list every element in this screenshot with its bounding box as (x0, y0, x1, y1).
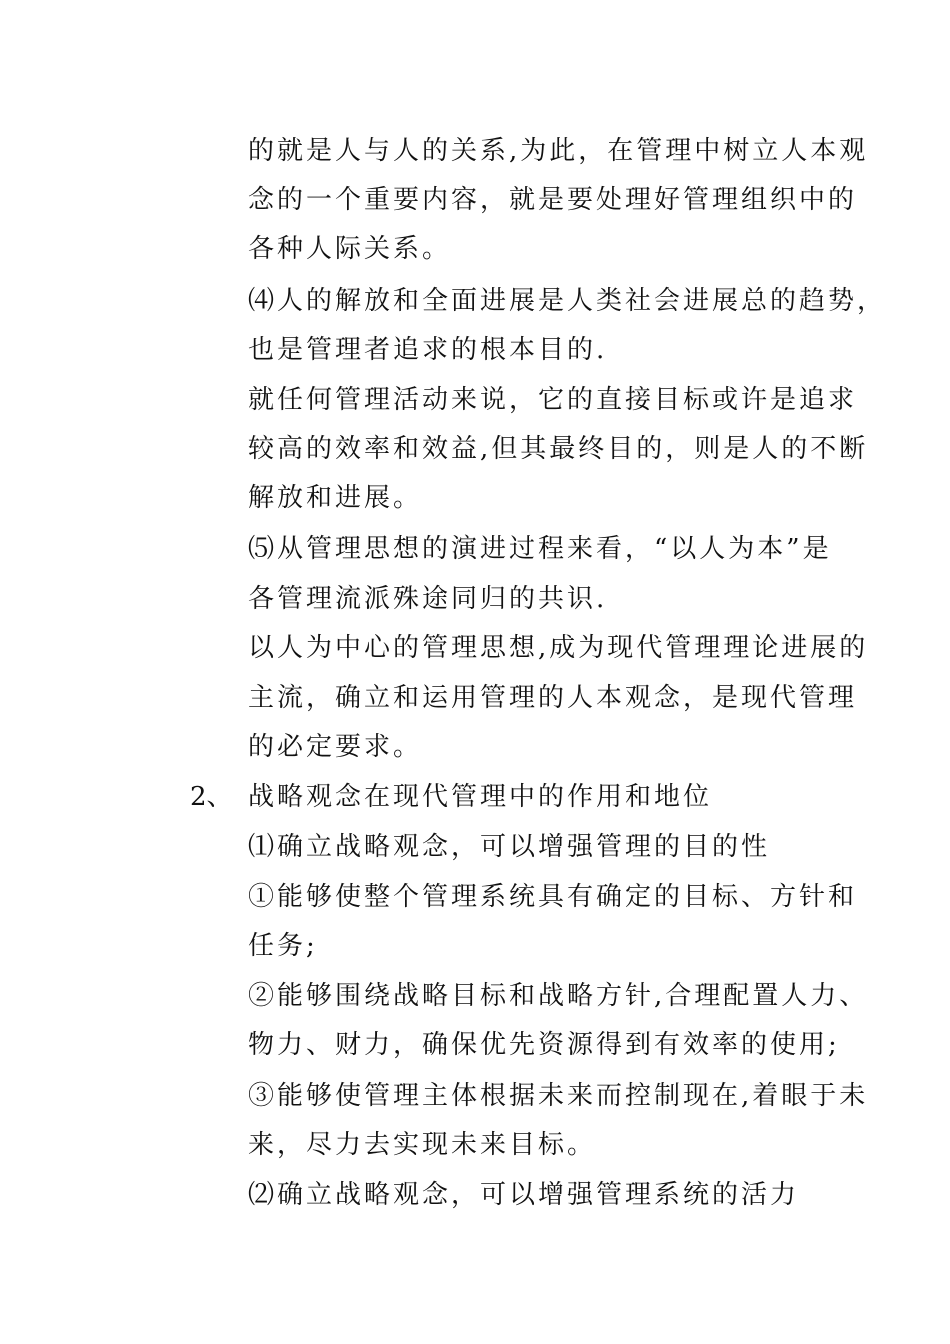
text-line: 的必定要求。 (248, 732, 423, 762)
section-heading: 战略观念在现代管理中的作用和地位 (248, 782, 713, 812)
text-line: 来，尽力去实现未来目标。 (248, 1130, 597, 1160)
text-line: 任务; (248, 931, 318, 961)
text-line: 物力、财力，确保优先资源得到有效率的使用; (248, 1030, 840, 1060)
text-line: 以人为中心的管理思想,成为现代管理理论进展的 (248, 633, 869, 663)
text-line: 各管理流派殊途同归的共识. (248, 584, 608, 614)
text-line: 较高的效率和效益,但其最终目的，则是人的不断 (248, 434, 869, 464)
text-line: 的就是人与人的关系,为此，在管理中树立人本观 (248, 136, 869, 166)
section-number: 2、 (190, 782, 233, 812)
text-line: 念的一个重要内容，就是要处理好管理组织中的 (248, 185, 858, 215)
text-line: 也是管理者追求的根本目的. (248, 335, 608, 365)
text-line: ③能够使管理主体根据未来而控制现在,着眼于未 (248, 1081, 869, 1111)
text-line: ⑷人的解放和全面进展是人类社会进展总的趋势， (248, 286, 887, 316)
text-line: ⑵确立战略观念，可以增强管理系统的活力 (248, 1180, 800, 1210)
text-line: ⑸从管理思想的演进过程来看，“以人为本”是 (248, 534, 832, 564)
text-line: ②能够围绕战略目标和战略方针,合理配置人力、 (248, 981, 869, 1011)
text-line: ⑴确立战略观念，可以增强管理的目的性 (248, 832, 771, 862)
text-line: 解放和进展。 (248, 483, 423, 513)
text-line: ①能够使整个管理系统具有确定的目标、方针和 (248, 882, 858, 912)
text-line: 主流，确立和运用管理的人本观念，是现代管理 (248, 683, 858, 713)
text-line: 各种人际关系。 (248, 234, 452, 264)
text-line: 就任何管理活动来说，它的直接目标或许是追求 (248, 385, 858, 415)
